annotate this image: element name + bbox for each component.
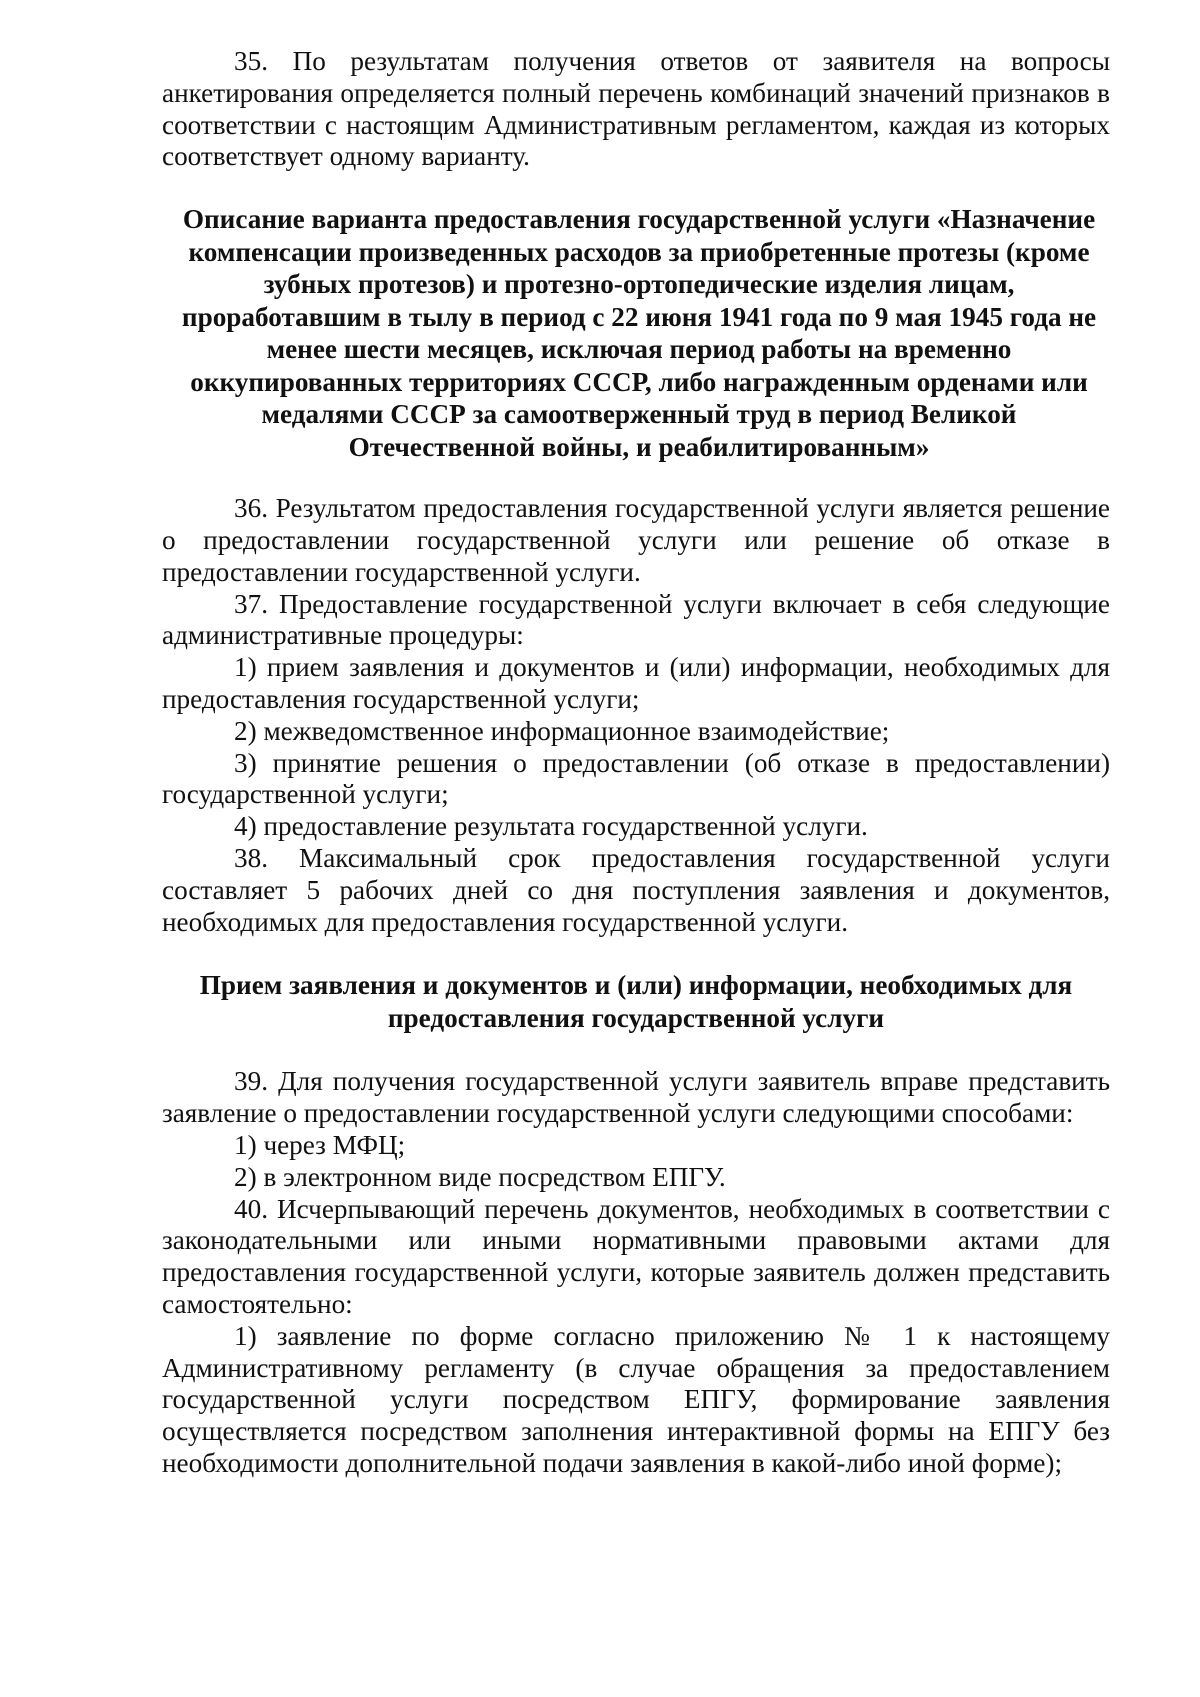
paragraph-37: 37. Предоставление государственной услуги включает в себя следующие административные процедуры: [162, 588, 1110, 651]
paragraph-35: 35. По результатам получения ответов от заявителя на вопросы анкетирования определяется полный перечень комбинаций значений признаков в соответствии с настоящим Административным регламентом, каждая из которых соответствует одному варианту. [162, 46, 1110, 172]
paragraph-37-item-1: 1) прием заявления и документов и (или) информации, необходимых для предоставления государственной услуги; [162, 652, 1110, 714]
section-heading-application-reception: Прием заявления и документов и (или) информации, необходимых для предоставления государственной услуги [199, 970, 1073, 1033]
paragraph-38: 38. Максимальный срок предоставления государственной услуги составляет 5 рабочих дней со дня поступления заявления и документов, необходимых для предоставления государственной услуги. [162, 842, 1110, 937]
paragraph-37-item-3: 3) принятие решения о предоставлении (об отказе в предоставлении) государственной услуги; [162, 747, 1110, 810]
document-page [162, 46, 1110, 1480]
paragraph-39-item-2: 2) в электронном виде посредством ЕПГУ. [234, 1161, 726, 1192]
paragraph-40-item-1: 1) заявление по форме согласно приложению № 1 к настоящему Административному регламенту (в случае обращения за предоставлением государственной услуги посредством ЕПГУ, формирование заявления осуществляется посредством заполнения интерактивной формы на ЕПГУ без необходимости дополнительной подачи заявления в какой-либо иной форме); [162, 1320, 1110, 1478]
paragraph-37-item-4: 4) предоставление результата государственной услуги. [234, 811, 868, 842]
paragraph-39-item-1: 1) через МФЦ; [234, 1129, 406, 1160]
paragraph-36: 36. Результатом предоставления государственной услуги является решение о предоставлении государственной услуги или решение об отказе в предоставлении государственной услуги. [162, 493, 1110, 587]
paragraph-40: 40. Исчерпывающий перечень документов, необходимых в соответствии с законодательными или иными нормативными правовыми актами для предоставления государственной услуги, которые заявитель должен представить самостоятельно: [162, 1193, 1110, 1319]
paragraph-39: 39. Для получения государственной услуги заявитель вправе представить заявление о предоставлении государственной услуги следующими способами: [162, 1066, 1110, 1129]
paragraph-37-item-2: 2) межведомственное информационное взаимодействие; [234, 715, 890, 746]
section-heading-variant-description: Описание варианта предоставления государственной услуги «Назначение компенсации произведенных расходов за приобретенные протезы (кроме зубных протезов) и протезно-ортопедические изделия лицам, проработавшим в тылу в период с 22 июня 1941 года по 9 мая 1945 года не менее шести месяцев, исключая период работы на временно оккупированных территориях СССР, либо награжденным орденами или медалями СССР за самоотверженный труд в период Великой Отечественной войны, и реабилитированным» [181, 204, 1097, 462]
